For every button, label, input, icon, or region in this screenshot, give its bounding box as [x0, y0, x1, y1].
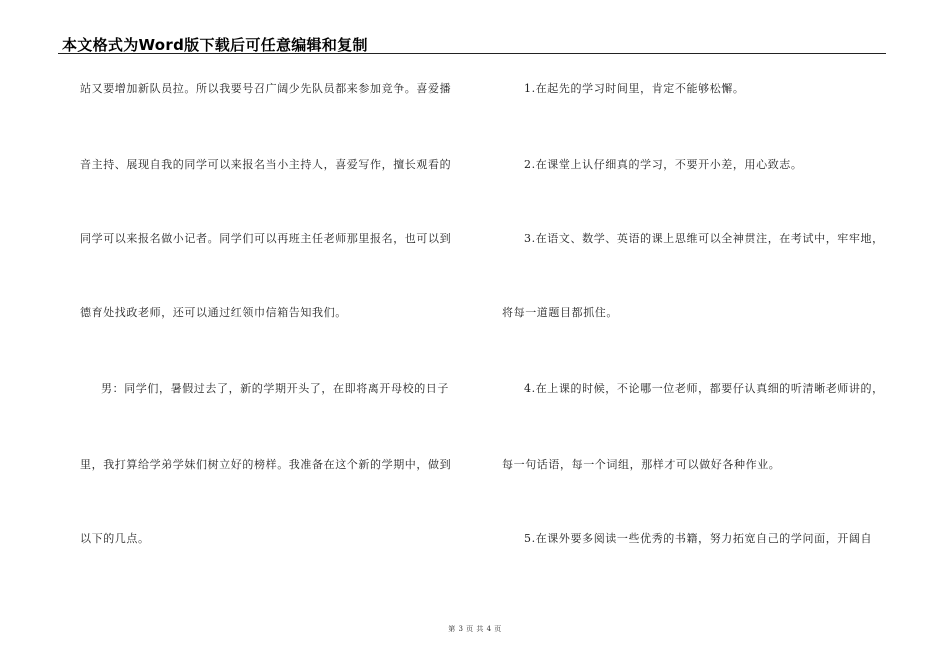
- left-line-6: 里，我打算给学弟学妹们树立好的榜样。我准备在这个新的学期中，做到: [80, 458, 452, 471]
- page-number-footer: 第 3 页 共 4 页: [448, 625, 502, 633]
- left-line-5: 男：同学们，暑假过去了，新的学期开头了，在即将离开母校的日子: [101, 382, 449, 395]
- header-divider: [58, 53, 886, 54]
- right-line-7: 5.在课外要多阅读一些优秀的书籍，努力拓宽自己的学问面，开阔自: [524, 532, 873, 545]
- right-line-1: 1.在起先的学习时间里，肯定不能够松懈。: [524, 82, 745, 95]
- left-line-2: 音主持、展现自我的同学可以来报名当小主持人，喜爱写作，擅长观看的: [80, 158, 452, 171]
- right-line-4: 将每一道题目都抓住。: [502, 306, 618, 319]
- left-line-3: 同学可以来报名做小记者。同学们可以再班主任老师那里报名，也可以到: [80, 232, 452, 245]
- right-line-6: 每一句话语，每一个词组，那样才可以做好各种作业。: [502, 458, 781, 471]
- right-line-3: 3.在语文、数学、英语的课上思维可以全神贯注，在考试中，牢牢地，: [524, 232, 884, 245]
- left-line-1: 站又要增加新队员拉。所以我要号召广阔少先队员都来参加竞争。喜爱播: [80, 82, 452, 95]
- document-header-title: 本文格式为Word版下载后可任意编辑和复制: [62, 36, 368, 54]
- right-line-2: 2.在课堂上认仔细真的学习，不要开小差，用心致志。: [524, 158, 803, 171]
- left-line-7: 以下的几点。: [80, 532, 150, 545]
- right-line-5: 4.在上课的时候，不论哪一位老师，都要仔认真细的听清晰老师讲的，: [524, 382, 884, 395]
- left-line-4: 德育处找政老师，还可以通过红领巾信箱告知我们。: [80, 306, 347, 319]
